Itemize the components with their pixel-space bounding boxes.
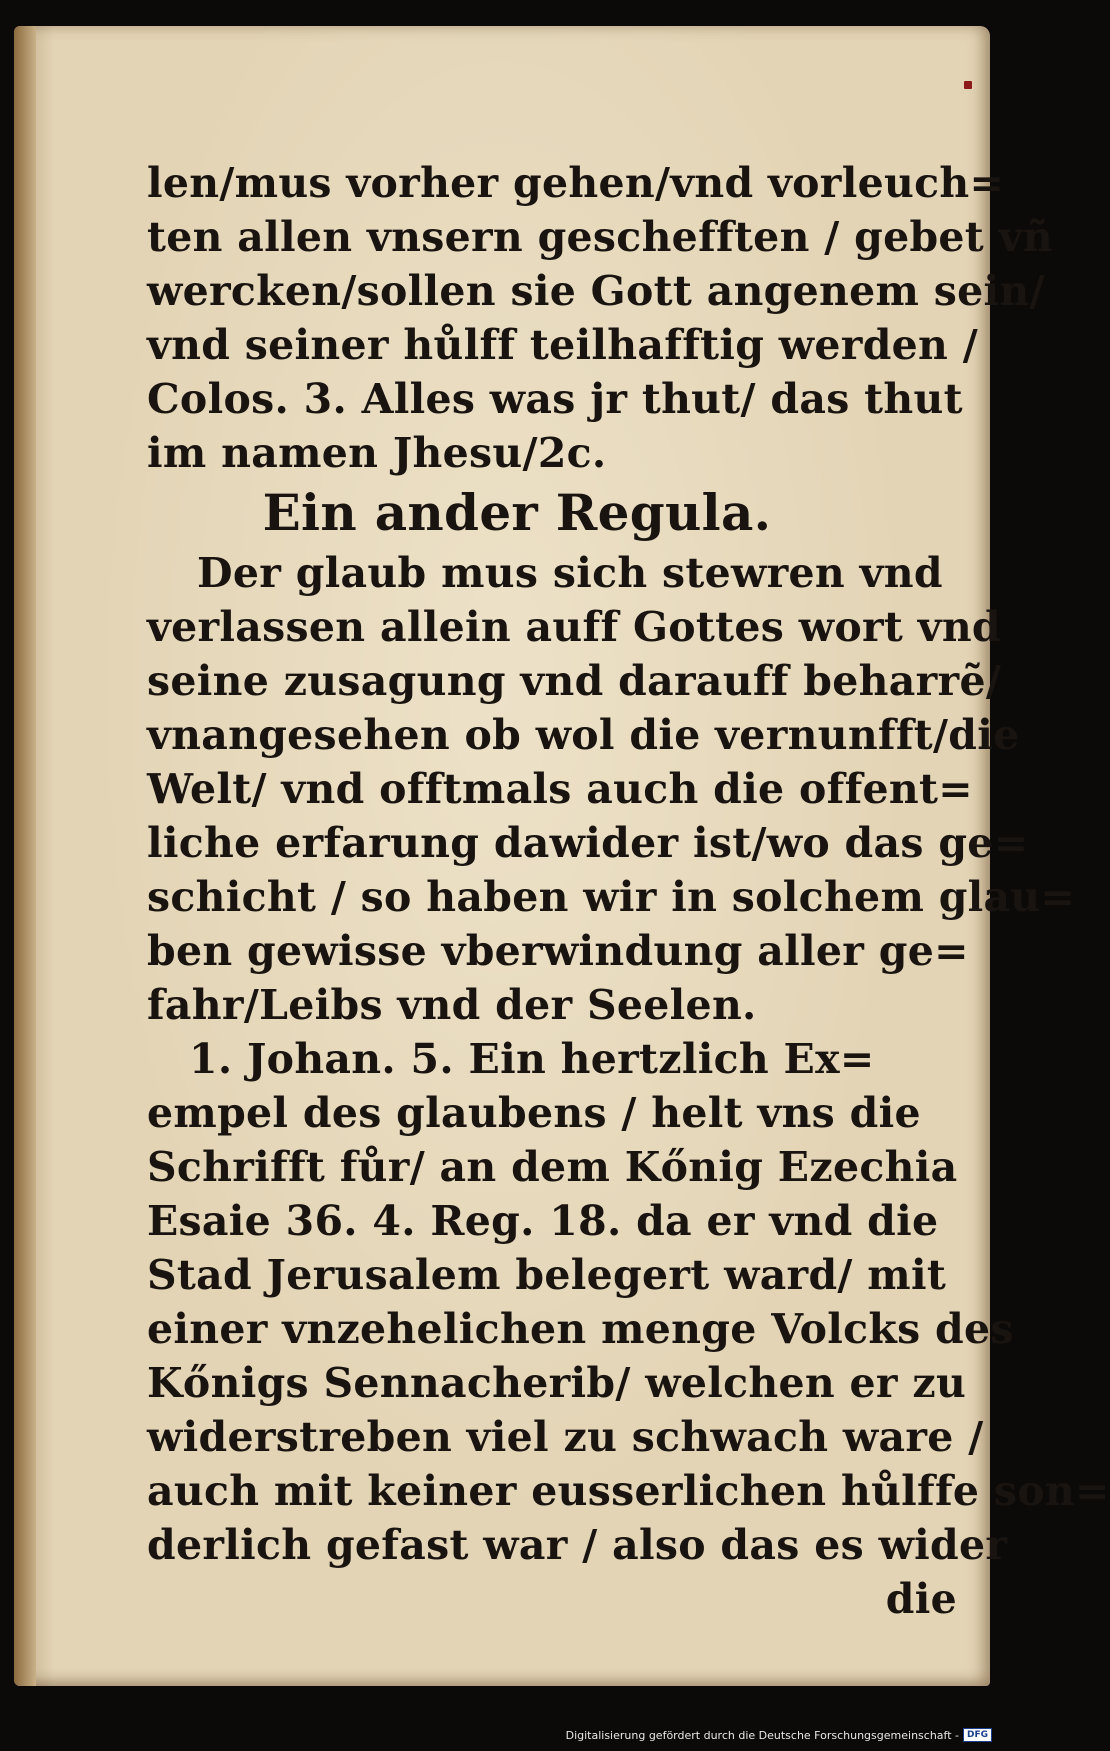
paragraph-2-line-4: vnangesehen ob wol die vernunfft/die xyxy=(147,711,1020,759)
paragraph-3-line-7: Kőnigs Sennacherib/ welchen er zu xyxy=(147,1359,967,1407)
paragraph-2-line-7: schicht / so haben wir in solchem glau= xyxy=(147,873,1076,921)
paragraph-3-line-4: Esaie 36. 4. Reg. 18. da er vnd die xyxy=(147,1197,939,1245)
page-gutter xyxy=(14,26,36,1686)
digitization-footer xyxy=(566,1725,992,1745)
text-line-4: vnd seiner hůlff teilhafftig werden / xyxy=(147,321,978,369)
text-line-2: ten allen vnsern geschefften / gebet vñ xyxy=(147,213,1053,261)
text-line-1: len/mus vorher gehen/vnd vorleuch= xyxy=(147,159,1005,207)
paragraph-3-line-10: derlich gefast war / also das es wider xyxy=(147,1521,1008,1569)
paragraph-3-line-1: 1. Johan. 5. Ein hertzlich Ex= xyxy=(189,1035,875,1083)
text-line-5: Colos. 3. Alles was jr thut/ das thut xyxy=(147,375,963,423)
paragraph-3-line-5: Stad Jerusalem belegert ward/ mit xyxy=(147,1251,947,1299)
paragraph-2-line-1: Der glaub mus sich stewren vnd xyxy=(197,549,943,597)
paragraph-2-line-5: Welt/ vnd offtmals auch die offent= xyxy=(147,765,973,813)
book-page xyxy=(14,26,1110,1686)
page-text xyxy=(147,156,1110,1626)
text-line-3: wercken/sollen sie Gott angenem sein/ xyxy=(147,267,1045,315)
paragraph-2-line-8: ben gewisse vberwindung aller ge= xyxy=(147,927,969,975)
catchword: die xyxy=(885,1575,957,1623)
paragraph-3-line-2: empel des glaubens / helt vns die xyxy=(147,1089,921,1137)
dfg-logo-icon: DFG xyxy=(963,1728,992,1742)
text-line-6: im namen Jhesu/2c. xyxy=(147,429,607,477)
paragraph-2-line-9: fahr/Leibs vnd der Seelen. xyxy=(147,981,757,1029)
paragraph-3-line-8: widerstreben viel zu schwach ware / xyxy=(147,1413,984,1461)
paragraph-3-line-6: einer vnzehelichen menge Volcks des xyxy=(147,1305,1014,1353)
paragraph-2-line-2: verlassen allein auff Gottes wort vnd xyxy=(147,603,1001,651)
paragraph-3-line-9: auch mit keiner eusserlichen hůlffe son= xyxy=(147,1467,1110,1515)
paragraph-2-line-6: liche erfarung dawider ist/wo das ge= xyxy=(147,819,1029,867)
page-corner-mark xyxy=(964,81,972,89)
footer-credit-text: Digitalisierung gefördert durch die Deutsche Forschungsgemeinschaft - xyxy=(565,1728,959,1742)
paragraph-2-line-3: seine zusagung vnd darauff beharrẽ/ xyxy=(147,657,1002,705)
section-heading: Ein ander Regula. xyxy=(262,483,772,542)
paragraph-3-line-3: Schrifft fůr/ an dem Kőnig Ezechia xyxy=(147,1143,958,1191)
